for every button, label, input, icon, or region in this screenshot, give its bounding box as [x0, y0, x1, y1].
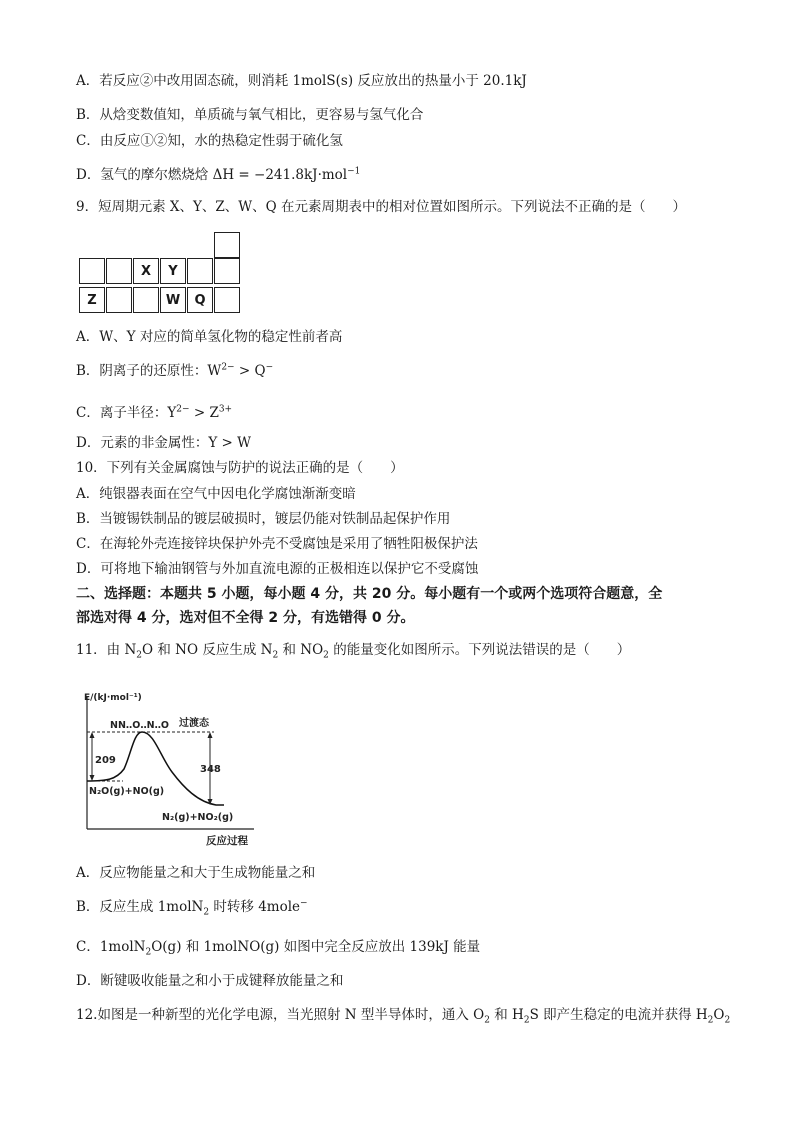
q10-option-c: C．在海轮外壳连接锌块保护外壳不受腐蚀是采用了牺牲阳极保护法 — [76, 536, 478, 552]
table-cell — [106, 258, 132, 284]
products-label: N₂(g)+NO₂(g) — [162, 812, 234, 823]
section-heading-line1: 二、选择题：本题共 5 小题，每小题 4 分，共 20 分。每小题有一个或两个选项符合题意，全 — [76, 586, 663, 602]
q12-stem — [76, 1006, 730, 1024]
q9-option-c — [76, 404, 232, 422]
q9-option-b-label: B．阴离子的还原性： — [76, 363, 208, 379]
q12-subscript: 2 — [523, 1015, 530, 1026]
q8-option-c: C．由反应①②知，水的热稳定性弱于硫化氢 — [76, 133, 343, 149]
table-cell — [214, 232, 240, 258]
drop-arrowhead — [208, 732, 213, 738]
q11-stem — [76, 641, 630, 659]
q8-option-d — [76, 166, 360, 184]
table-cell-z: Z — [79, 287, 105, 313]
q12-subscript: 2 — [707, 1015, 714, 1026]
x-axis-label: 反应过程 — [206, 835, 248, 847]
q11-option-c-part: O(g) 和 1molNO(g) 如图中完全反应放出 139kJ 能量 — [151, 939, 481, 955]
q12-stem-part: S 即产生稳定的电流并获得 H — [529, 1007, 708, 1023]
q9-option-c-y: Y — [167, 405, 177, 421]
q11-option-b-sup: − — [300, 898, 308, 909]
q12-stem-part: 和 H — [489, 1007, 524, 1023]
q8-option-b: B．从焓变数值知，单质硫与氧气相比，更容易与氢气化合 — [76, 107, 424, 123]
transition-structure: NN‥O‥N‥O — [110, 720, 170, 731]
transition-state-label: 过渡态 — [179, 718, 209, 729]
q11-subscript: 2 — [136, 650, 143, 661]
reactants-label: N₂O(g)+NO(g) — [89, 786, 165, 797]
q11-option-b-part: 时转移 4mole — [209, 899, 301, 915]
q11-option-b — [76, 898, 308, 916]
q9-option-c-label: C．离子半径： — [76, 405, 168, 421]
barrier-arrowhead — [90, 775, 95, 781]
table-cell-q: Q — [187, 287, 213, 313]
q9-stem: 9．短周期元素 X、Y、Z、W、Q 在元素周期表中的相对位置如图所示。下列说法不正确的是（ ） — [76, 199, 687, 215]
q12-subscript: 2 — [724, 1015, 731, 1026]
energy-diagram — [76, 684, 276, 849]
barrier-value: 209 — [95, 755, 116, 766]
barrier-arrowhead — [90, 732, 95, 738]
q9-option-c-z: > Z — [189, 405, 219, 421]
q9-option-b-w-charge: 2− — [221, 362, 235, 373]
q11-stem-part: 的能量变化如图所示。下列说法错误的是（ ） — [328, 642, 631, 658]
y-axis-label: E/(kJ·mol⁻¹) — [84, 693, 142, 703]
q11-stem-part: O 和 NO 反应生成 N — [142, 642, 273, 658]
table-cell — [187, 258, 213, 284]
q9-option-b — [76, 362, 273, 380]
q9-option-c-y-charge: 2− — [176, 404, 190, 415]
q12-stem-part: O — [713, 1007, 725, 1023]
table-cell — [79, 258, 105, 284]
q11-option-a: A．反应物能量之和大于生成物能量之和 — [76, 865, 316, 881]
table-cell-w: W — [160, 287, 186, 313]
q9-option-b-q-charge: − — [265, 362, 274, 373]
q8-option-d-text: D．氢气的摩尔燃烧焓 ΔH = −241.8kJ·mol — [76, 167, 348, 183]
q9-option-c-z-charge: 3+ — [218, 404, 233, 415]
q10-stem: 10．下列有关金属腐蚀与防护的说法正确的是（ ） — [76, 460, 404, 476]
q9-option-b-q: > Q — [234, 363, 266, 379]
q9-option-a: A．W、Y 对应的简单氢化物的稳定性前者高 — [76, 329, 343, 345]
q9-option-b-w: W — [207, 363, 222, 379]
q11-subscript: 2 — [145, 947, 152, 958]
drop-value: 348 — [200, 764, 221, 775]
q11-option-d: D．断键吸收能量之和小于成键释放能量之和 — [76, 973, 344, 989]
q11-option-c — [76, 938, 480, 956]
table-cell-y: Y — [160, 258, 186, 284]
q12-stem-part: 12.如图是一种新型的光化学电源，当光照射 N 型半导体时，通入 O — [76, 1007, 485, 1023]
section-heading-line2: 部选对得 4 分，选对但不全得 2 分，有选错得 0 分。 — [76, 610, 415, 626]
q10-option-d: D．可将地下输油钢管与外加直流电源的正极相连以保护它不受腐蚀 — [76, 561, 479, 577]
q10-option-a: A．纯银器表面在空气中因电化学腐蚀渐渐变暗 — [76, 486, 356, 502]
table-cell — [133, 287, 159, 313]
q11-stem-part: 11．由 N — [76, 642, 137, 658]
q9-option-d: D．元素的非金属性：Y > W — [76, 435, 252, 451]
table-cell — [214, 258, 240, 284]
q8-option-d-sup: −1 — [347, 166, 361, 177]
table-cell-x: X — [133, 258, 159, 284]
q11-stem-part: 和 NO — [278, 642, 324, 658]
q11-option-b-part: B．反应生成 1molN — [76, 899, 204, 915]
q11-subscript: 2 — [323, 650, 329, 661]
q11-option-c-part: C．1molN — [76, 939, 146, 955]
table-cell — [106, 287, 132, 313]
q8-option-a: A．若反应②中改用固态硫，则消耗 1molS(s) 反应放出的热量小于 20.1kJ — [76, 73, 527, 89]
table-cell — [214, 287, 240, 313]
q11-subscript: 2 — [272, 650, 279, 661]
q10-option-b: B．当镀锡铁制品的镀层破损时，镀层仍能对铁制品起保护作用 — [76, 511, 451, 527]
q12-subscript: 2 — [484, 1015, 490, 1026]
q11-subscript: 2 — [203, 907, 210, 918]
